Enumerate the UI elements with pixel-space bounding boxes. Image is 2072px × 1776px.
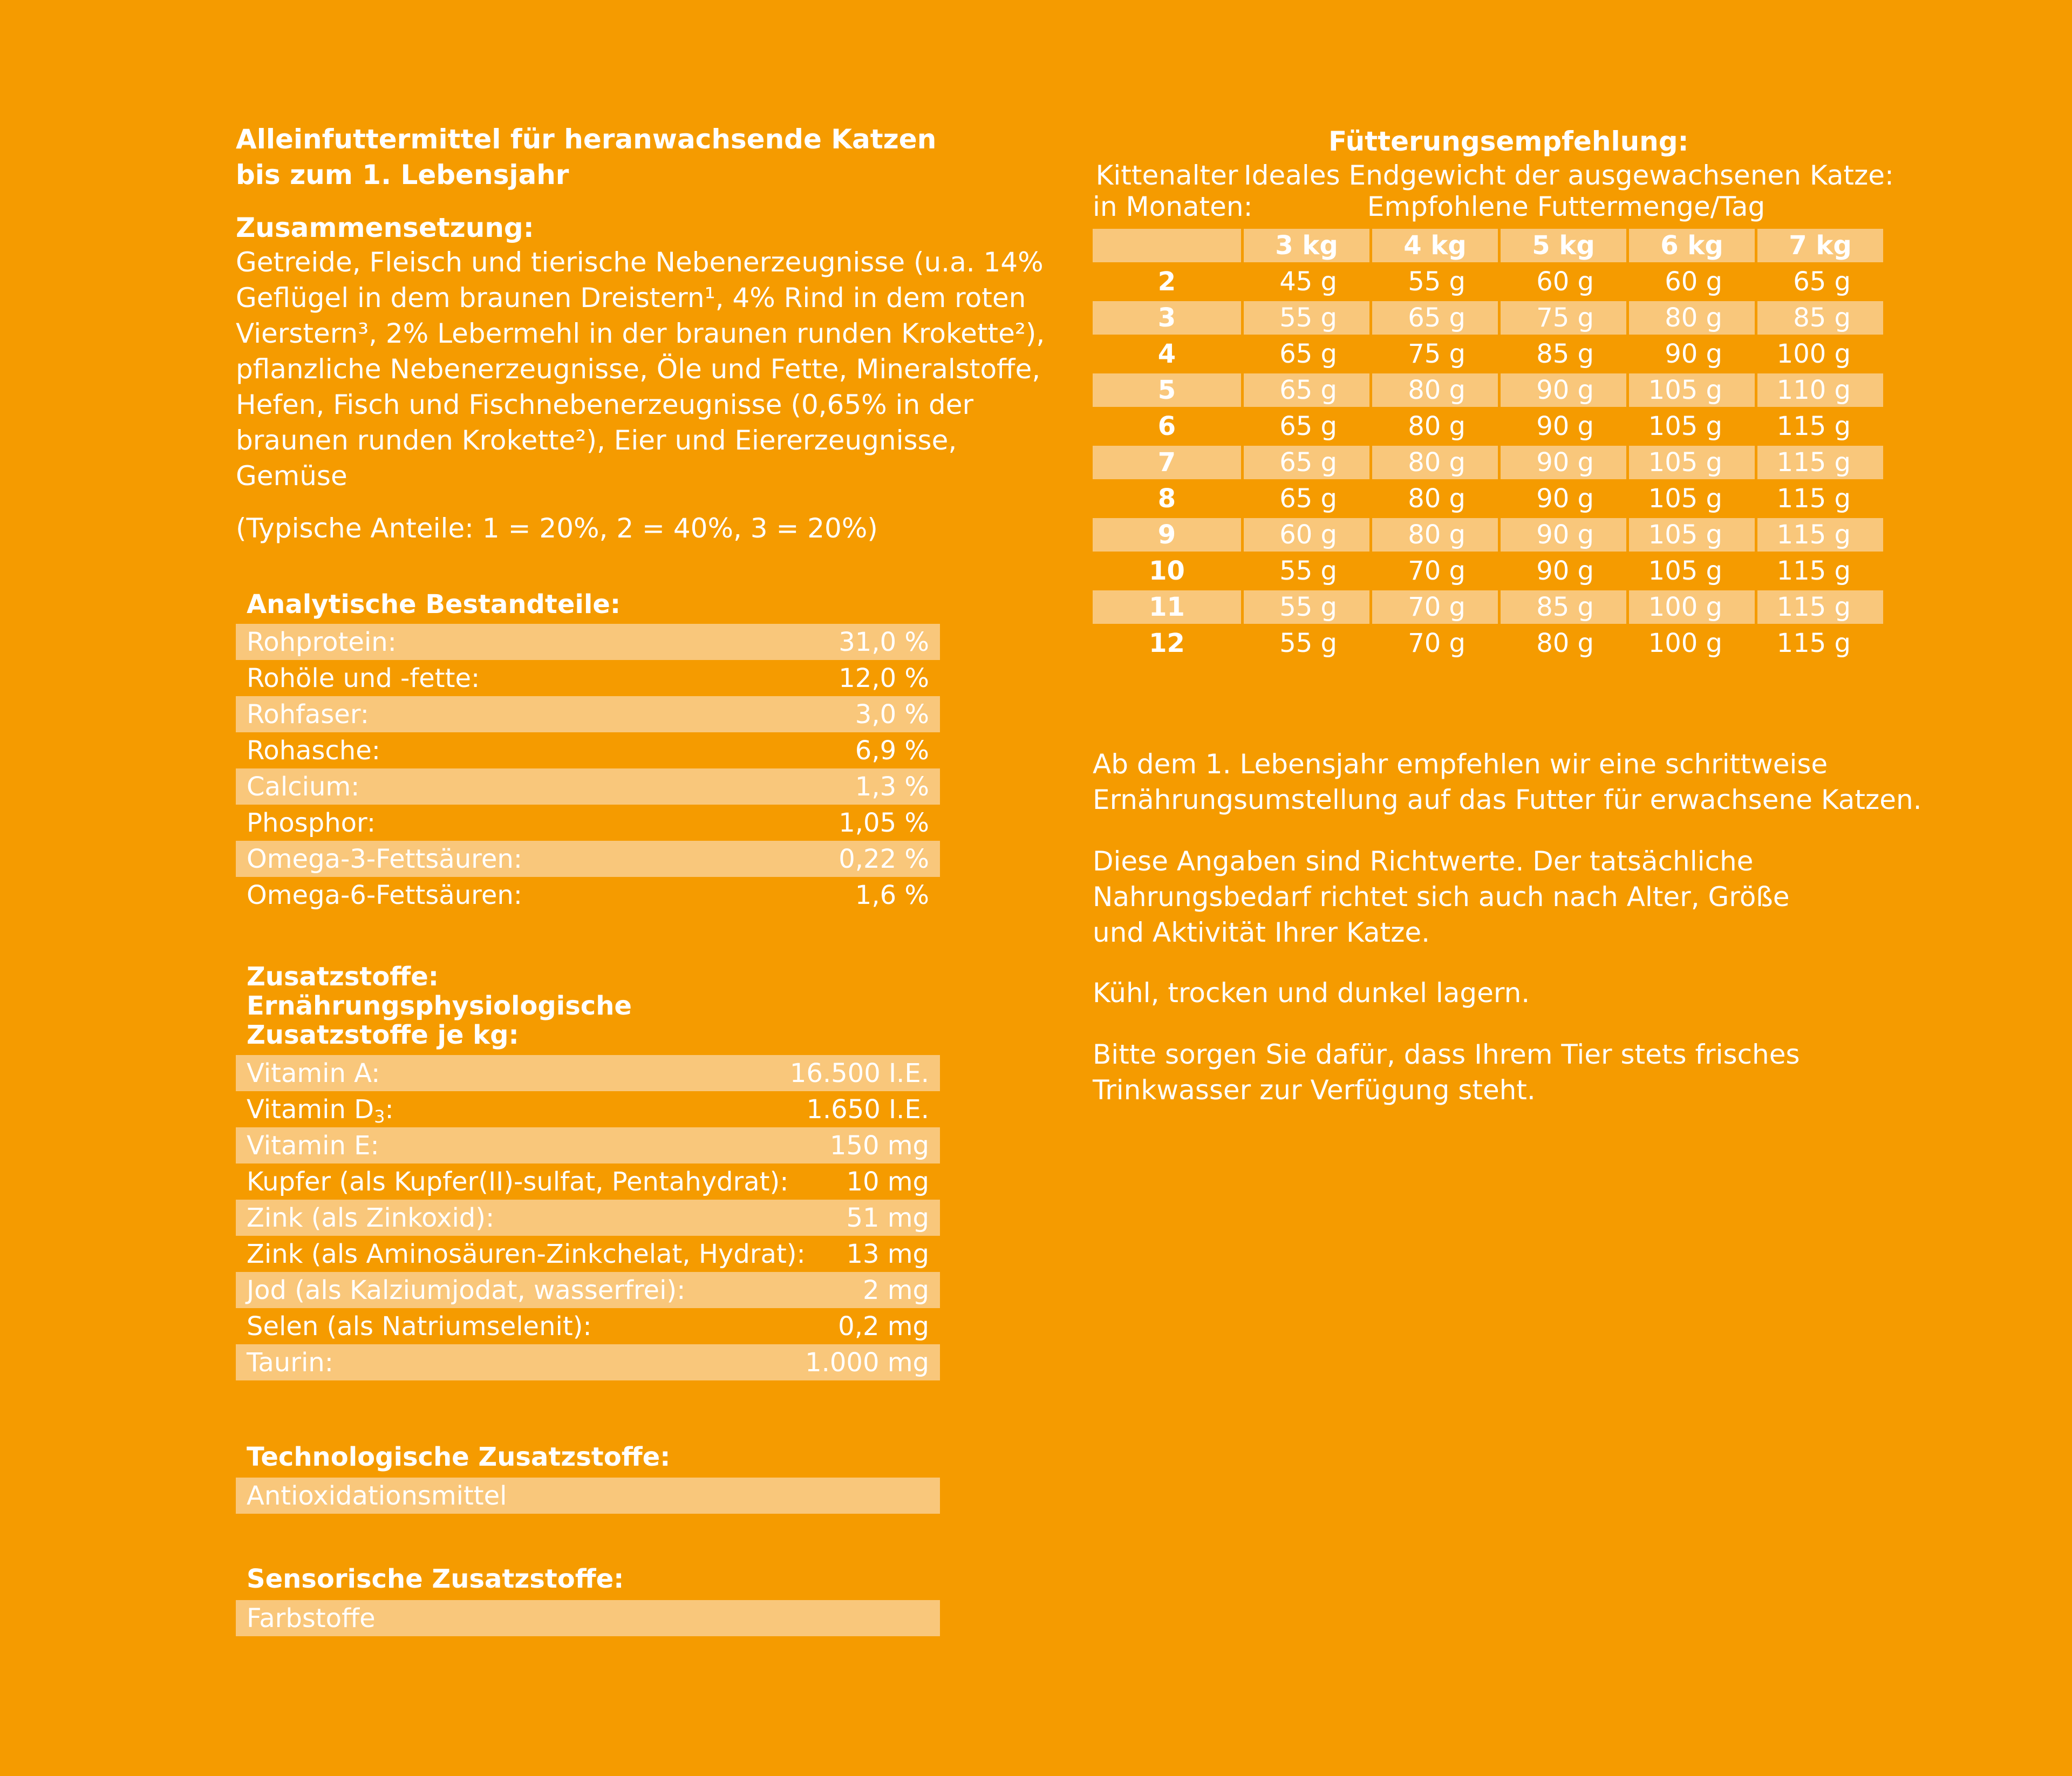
amount-cell: 80 g bbox=[1408, 411, 1466, 441]
amount-cell: 100 g bbox=[1648, 628, 1722, 658]
table-row bbox=[236, 1127, 940, 1163]
amount-cell: 90 g bbox=[1536, 556, 1594, 586]
table-row bbox=[236, 768, 940, 805]
row-value: 1.650 I.E. bbox=[806, 1094, 929, 1125]
analytic-heading: Analytische Bestandteile: bbox=[247, 589, 621, 620]
row-label: Vitamin E: bbox=[247, 1130, 379, 1161]
amount-cell: 90 g bbox=[1536, 484, 1594, 514]
row-label-subscript: 3 bbox=[374, 1106, 385, 1127]
amount-cell: 80 g bbox=[1372, 446, 1498, 479]
table-row bbox=[236, 1236, 940, 1272]
table-row bbox=[1093, 265, 1883, 301]
sensory-heading: Sensorische Zusatzstoffe: bbox=[247, 1564, 624, 1594]
note-line: Kühl, trocken und dunkel lagern. bbox=[1093, 977, 1530, 1009]
amount-cell: 55 g bbox=[1408, 267, 1466, 297]
composition-line: Geflügel in dem braunen Dreistern¹, 4% Rind in dem roten bbox=[236, 282, 1026, 314]
row-value: 0,2 mg bbox=[838, 1311, 929, 1342]
table-row bbox=[236, 624, 940, 660]
amount-cell: 65 g bbox=[1793, 267, 1851, 297]
amount-cell: 65 g bbox=[1372, 301, 1498, 335]
row-value: 150 mg bbox=[829, 1130, 929, 1161]
product-title-line1: Alleinfuttermittel für heranwachsende Katzen bbox=[236, 124, 937, 155]
age-cell: 5 bbox=[1093, 373, 1241, 407]
note-line: und Aktivität Ihrer Katze. bbox=[1093, 917, 1430, 948]
note-4 bbox=[1093, 1037, 1800, 1108]
feeding-table bbox=[1093, 229, 1883, 663]
age-cell: 9 bbox=[1093, 518, 1241, 552]
composition-line: Gemüse bbox=[236, 460, 347, 492]
amount-cell: 90 g bbox=[1501, 446, 1626, 479]
amount-cell: 60 g bbox=[1665, 267, 1722, 297]
age-column-header bbox=[1093, 229, 1241, 262]
amount-cell: 105 g bbox=[1648, 556, 1722, 586]
amount-cell: 55 g bbox=[1244, 301, 1369, 335]
weight-header-line2: Empfohlene Futtermenge/Tag bbox=[1367, 191, 1766, 222]
row-label: Zink (als Zinkoxid): bbox=[247, 1202, 495, 1233]
amount-cell: 105 g bbox=[1629, 518, 1755, 552]
amount-cell: 70 g bbox=[1408, 556, 1466, 586]
row-label: Kupfer (als Kupfer(II)-sulfat, Pentahydrat): bbox=[247, 1166, 789, 1197]
amount-cell: 85 g bbox=[1757, 301, 1883, 335]
amount-cell: 85 g bbox=[1536, 339, 1594, 369]
row-value: 1.000 mg bbox=[805, 1347, 929, 1378]
amount-cell: 85 g bbox=[1501, 590, 1626, 624]
amount-cell: 55 g bbox=[1279, 628, 1337, 658]
row-value: 3,0 % bbox=[855, 699, 929, 730]
row-value: 13 mg bbox=[846, 1239, 929, 1269]
row-label: Selen (als Natriumselenit): bbox=[247, 1311, 592, 1342]
amount-cell: 65 g bbox=[1244, 373, 1369, 407]
row-value: 1,05 % bbox=[839, 807, 929, 838]
table-row bbox=[236, 1344, 940, 1380]
table-row bbox=[236, 696, 940, 732]
age-cell: 10 bbox=[1149, 556, 1185, 586]
age-header bbox=[1093, 160, 1253, 222]
amount-cell: 115 g bbox=[1776, 411, 1851, 441]
table-row bbox=[1093, 482, 1883, 518]
amount-cell: 80 g bbox=[1536, 628, 1594, 658]
row-label-suffix: : bbox=[385, 1094, 394, 1125]
technological-table bbox=[236, 1478, 940, 1514]
row-value: 16.500 I.E. bbox=[789, 1058, 929, 1088]
amount-cell: 110 g bbox=[1757, 373, 1883, 407]
composition-line: Vierstern³, 2% Lebermehl in der braunen runden Krokette²), bbox=[236, 318, 1045, 349]
note-line: Bitte sorgen Sie dafür, dass Ihrem Tier stets frisches bbox=[1093, 1039, 1800, 1070]
row-label: Rohasche: bbox=[247, 735, 380, 766]
table-row bbox=[236, 1272, 940, 1308]
composition-heading: Zusammensetzung: bbox=[236, 212, 534, 243]
row-label: Zink (als Aminosäuren-Zinkchelat, Hydrat): bbox=[247, 1239, 806, 1269]
row-value: 31,0 % bbox=[839, 627, 929, 657]
composition-line: Getreide, Fleisch und tierische Nebenerzeugnisse (u.a. 14% bbox=[236, 247, 1044, 278]
additives-heading-2: Ernährungsphysiologische bbox=[247, 991, 632, 1021]
row-value: 2 mg bbox=[862, 1275, 929, 1305]
table-row bbox=[236, 1091, 940, 1127]
amount-cell: 80 g bbox=[1408, 484, 1466, 514]
feeding-rows bbox=[1093, 265, 1883, 663]
row-label: Rohfaser: bbox=[247, 699, 369, 730]
table-row bbox=[1093, 301, 1883, 337]
amount-cell: 90 g bbox=[1665, 339, 1722, 369]
row-label: Omega-6-Fettsäuren: bbox=[247, 880, 522, 910]
additives-table bbox=[236, 1055, 940, 1380]
composition-line: Hefen, Fisch und Fischnebenerzeugnisse (0,65% in der bbox=[236, 389, 974, 420]
amount-cell: 70 g bbox=[1408, 628, 1466, 658]
sensory-table bbox=[236, 1600, 940, 1636]
weight-header bbox=[1244, 160, 1894, 222]
row-value: 6,9 % bbox=[855, 735, 929, 766]
analytic-table bbox=[236, 624, 940, 913]
table-row bbox=[236, 1200, 940, 1236]
amount-cell: 115 g bbox=[1776, 556, 1851, 586]
note-line: Nahrungsbedarf richtet sich auch nach Alter, Größe bbox=[1093, 881, 1790, 913]
amount-cell: 80 g bbox=[1372, 373, 1498, 407]
amount-cell: 60 g bbox=[1244, 518, 1369, 552]
table-row bbox=[1093, 337, 1883, 373]
table-row bbox=[1093, 518, 1883, 554]
table-row bbox=[1093, 373, 1883, 410]
row-label: Vitamin A: bbox=[247, 1058, 380, 1088]
row-label: Phosphor: bbox=[247, 807, 376, 838]
table-row bbox=[236, 660, 940, 696]
age-cell: 7 bbox=[1093, 446, 1241, 479]
age-cell: 8 bbox=[1157, 484, 1176, 514]
table-row bbox=[1093, 627, 1883, 663]
row-value: 51 mg bbox=[846, 1202, 929, 1233]
weight-column-header: 4 kg bbox=[1372, 229, 1498, 262]
age-header-line2: in Monaten: bbox=[1093, 191, 1253, 222]
product-title-line2: bis zum 1. Lebensjahr bbox=[236, 159, 569, 190]
table-row bbox=[236, 805, 940, 841]
age-cell: 3 bbox=[1093, 301, 1241, 335]
row-label: Jod (als Kalziumjodat, wasserfrei): bbox=[247, 1275, 686, 1305]
row-value: 0,22 % bbox=[839, 843, 929, 874]
note-line: Ernährungsumstellung auf das Futter für erwachsene Katzen. bbox=[1093, 784, 1922, 815]
row-value: 1,3 % bbox=[855, 771, 929, 802]
table-row bbox=[236, 841, 940, 877]
age-cell: 2 bbox=[1157, 267, 1176, 297]
amount-cell: 75 g bbox=[1408, 339, 1466, 369]
technological-heading: Technologische Zusatzstoffe: bbox=[247, 1442, 671, 1472]
amount-cell: 100 g bbox=[1629, 590, 1755, 624]
amount-cell: 80 g bbox=[1629, 301, 1755, 335]
age-cell: 6 bbox=[1157, 411, 1176, 441]
note-line: Diese Angaben sind Richtwerte. Der tatsächliche bbox=[1093, 846, 1754, 877]
row-label-main: Vitamin D bbox=[247, 1094, 374, 1125]
weight-column-header: 7 kg bbox=[1757, 229, 1883, 262]
feeding-header-row bbox=[1093, 229, 1883, 265]
age-cell: 4 bbox=[1157, 339, 1176, 369]
composition-line: braunen runden Krokette²), Eier und Eiererzeugnisse, bbox=[236, 425, 957, 456]
row-label: Antioxidationsmittel bbox=[247, 1480, 507, 1511]
row-value: 12,0 % bbox=[839, 663, 929, 693]
weight-column-header: 5 kg bbox=[1501, 229, 1626, 262]
amount-cell: 45 g bbox=[1279, 267, 1337, 297]
amount-cell: 80 g bbox=[1372, 518, 1498, 552]
table-row bbox=[1093, 410, 1883, 446]
amount-cell: 90 g bbox=[1501, 518, 1626, 552]
table-row bbox=[1093, 554, 1883, 590]
note-line: Ab dem 1. Lebensjahr empfehlen wir eine schrittweise bbox=[1093, 748, 1828, 780]
table-row bbox=[236, 732, 940, 768]
amount-cell: 115 g bbox=[1757, 446, 1883, 479]
feeding-heading: Fütterungsempfehlung: bbox=[1328, 126, 1689, 157]
weight-column-header: 3 kg bbox=[1244, 229, 1369, 262]
amount-cell: 70 g bbox=[1372, 590, 1498, 624]
row-label: Calcium: bbox=[247, 771, 360, 802]
amount-cell: 90 g bbox=[1536, 411, 1594, 441]
typical-shares: (Typische Anteile: 1 = 20%, 2 = 40%, 3 = 20%) bbox=[236, 513, 878, 544]
row-label: Farbstoffe bbox=[247, 1603, 376, 1634]
table-row bbox=[236, 1600, 940, 1636]
amount-cell: 115 g bbox=[1757, 518, 1883, 552]
amount-cell: 75 g bbox=[1501, 301, 1626, 335]
additives-heading-1: Zusatzstoffe: bbox=[247, 962, 439, 992]
amount-cell: 65 g bbox=[1279, 411, 1337, 441]
row-label: Rohprotein: bbox=[247, 627, 397, 657]
row-label: Rohöle und -fette: bbox=[247, 663, 480, 693]
note-line: Trinkwasser zur Verfügung steht. bbox=[1093, 1074, 1536, 1106]
row-value: 10 mg bbox=[846, 1166, 929, 1197]
note-2 bbox=[1093, 843, 1790, 950]
table-row bbox=[236, 1055, 940, 1091]
note-1 bbox=[1093, 746, 1922, 818]
composition-line: pflanzliche Nebenerzeugnisse, Öle und Fette, Mineralstoffe, bbox=[236, 353, 1041, 385]
age-header-line1: Kittenalter bbox=[1095, 160, 1238, 191]
table-row bbox=[1093, 590, 1883, 627]
amount-cell: 60 g bbox=[1536, 267, 1594, 297]
amount-cell: 65 g bbox=[1244, 446, 1369, 479]
amount-cell: 115 g bbox=[1776, 628, 1851, 658]
row-label: Taurin: bbox=[247, 1347, 333, 1378]
amount-cell: 65 g bbox=[1279, 339, 1337, 369]
age-cell: 11 bbox=[1093, 590, 1241, 624]
table-row bbox=[236, 877, 940, 913]
amount-cell: 55 g bbox=[1279, 556, 1337, 586]
table-row bbox=[236, 1478, 940, 1514]
amount-cell: 90 g bbox=[1501, 373, 1626, 407]
composition-text bbox=[236, 244, 1045, 494]
amount-cell: 115 g bbox=[1776, 484, 1851, 514]
amount-cell: 115 g bbox=[1757, 590, 1883, 624]
weight-header-line1: Ideales Endgewicht der ausgewachsenen Katze: bbox=[1244, 160, 1894, 191]
amount-cell: 65 g bbox=[1279, 484, 1337, 514]
row-label bbox=[247, 1094, 394, 1125]
table-row bbox=[236, 1163, 940, 1200]
note-3 bbox=[1093, 975, 1530, 1011]
amount-cell: 105 g bbox=[1648, 411, 1722, 441]
amount-cell: 100 g bbox=[1776, 339, 1851, 369]
table-row bbox=[236, 1308, 940, 1344]
amount-cell: 105 g bbox=[1629, 446, 1755, 479]
weight-column-header: 6 kg bbox=[1629, 229, 1755, 262]
table-row bbox=[1093, 446, 1883, 482]
additives-heading-3: Zusatzstoffe je kg: bbox=[247, 1020, 519, 1050]
age-cell: 12 bbox=[1149, 628, 1185, 658]
amount-cell: 105 g bbox=[1648, 484, 1722, 514]
amount-cell: 55 g bbox=[1244, 590, 1369, 624]
row-value: 1,6 % bbox=[855, 880, 929, 910]
amount-cell: 105 g bbox=[1629, 373, 1755, 407]
row-label: Omega-3-Fettsäuren: bbox=[247, 843, 522, 874]
